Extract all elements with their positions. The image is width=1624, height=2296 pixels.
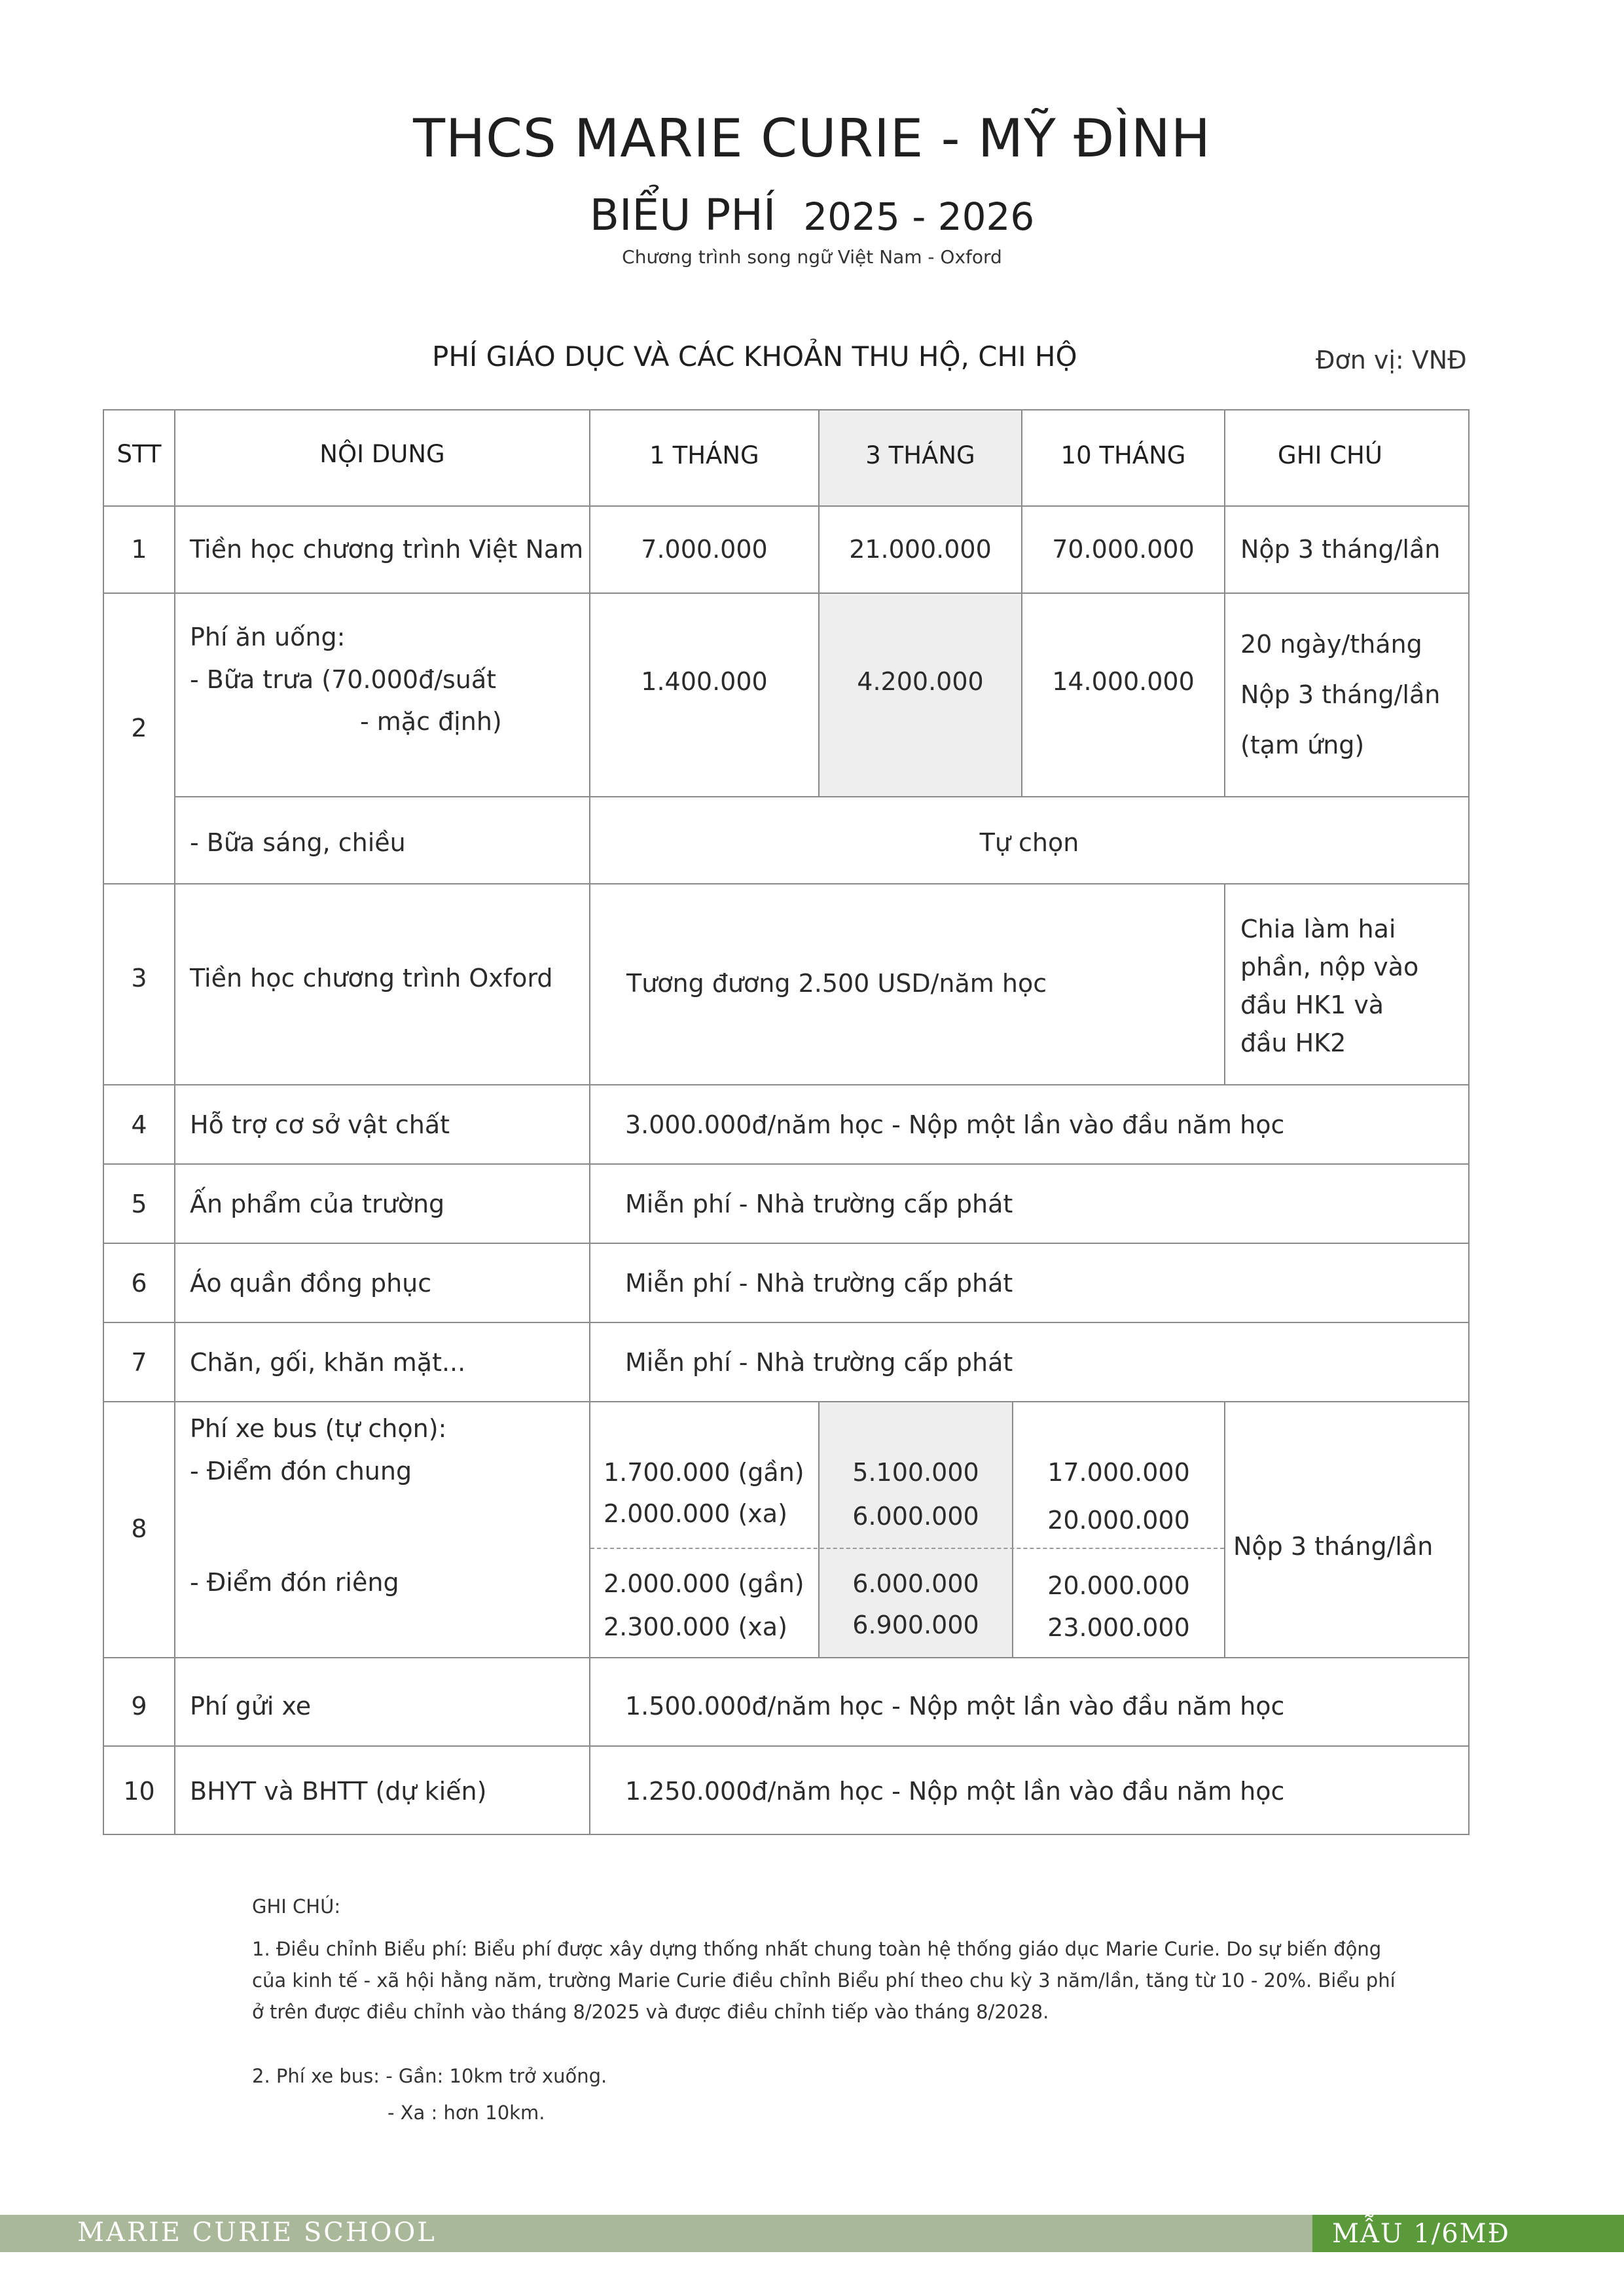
row-stt: 10 — [123, 1777, 155, 1806]
currency-unit: Đơn vị: VNĐ — [1316, 346, 1467, 374]
row-stt: 5 — [131, 1190, 147, 1218]
school-title: THCS MARIE CURIE - MỸ ĐÌNH — [413, 108, 1211, 169]
row-note: 20 ngày/tháng — [1240, 630, 1422, 659]
bus-shared-10-month-far: 20.000.000 — [1047, 1506, 1190, 1535]
row-note: Chia làm hai — [1240, 915, 1396, 943]
row-note: (tạm ứng) — [1240, 731, 1365, 759]
row-content: BHYT và BHTT (dự kiến) — [190, 1777, 487, 1806]
row-stt: 1 — [131, 535, 147, 564]
note-line: - Xa : hơn 10km. — [388, 2102, 545, 2124]
fee-3-month: 4.200.000 — [857, 667, 984, 696]
fee-10-month: 70.000.000 — [1052, 535, 1195, 564]
row-note: Nộp 3 tháng/lần — [1240, 535, 1441, 564]
row-value: Miễn phí - Nhà trường cấp phát — [625, 1348, 1013, 1377]
row-stt: 3 — [131, 964, 147, 993]
bus-row-separator — [590, 1548, 1224, 1549]
row-content: Hỗ trợ cơ sở vật chất — [190, 1110, 450, 1139]
fee-1-month: 1.400.000 — [641, 667, 768, 696]
program-name: Chương trình song ngữ Việt Nam - Oxford — [622, 246, 1002, 268]
footer-form-code — [1312, 2215, 1624, 2252]
row-value: Tự chọn — [979, 828, 1079, 857]
notes-heading: GHI CHÚ: — [252, 1895, 341, 1918]
row-stt: 7 — [131, 1348, 147, 1377]
row-content: Phí ăn uống: — [190, 623, 346, 651]
row-content: - Điểm đón riêng — [190, 1568, 399, 1597]
row-content: - mặc định) — [360, 707, 502, 736]
note-line: 1. Điều chỉnh Biểu phí: Biểu phí được xây dựng thống nhất chung toàn hệ thống giáo dục Marie Curie. Do sự biến động — [252, 1938, 1382, 1960]
row-value: Tương đương 2.500 USD/năm học — [626, 969, 1047, 998]
header-note: GHI CHÚ — [1278, 441, 1382, 469]
section-title: PHÍ GIÁO DỤC VÀ CÁC KHOẢN THU HỘ, CHI HỘ — [432, 340, 1077, 373]
bus-private-1-month-near: 2.000.000 (gần) — [604, 1569, 804, 1598]
row-note: phần, nộp vào — [1240, 953, 1419, 981]
bus-private-3-month-near: 6.000.000 — [852, 1569, 979, 1598]
bus-shared-10-month-near: 17.000.000 — [1047, 1458, 1190, 1487]
fee-3-month: 21.000.000 — [849, 535, 992, 564]
header-stt: STT — [117, 440, 162, 468]
row-content: - Bữa sáng, chiều — [190, 828, 406, 857]
row-value: Miễn phí - Nhà trường cấp phát — [625, 1269, 1013, 1298]
fee-title — [0, 190, 1624, 240]
note-line: ở trên được điều chỉnh vào tháng 8/2025 và được điều chỉnh tiếp vào tháng 8/2028. — [252, 2001, 1049, 2023]
note-line: 2. Phí xe bus: - Gần: 10km trở xuống. — [252, 2065, 607, 2087]
bus-private-1-month-far: 2.300.000 (xa) — [604, 1613, 787, 1641]
row-content: - Bữa trưa (70.000đ/suất — [190, 665, 497, 694]
bus-private-10-month-near: 20.000.000 — [1047, 1571, 1190, 1600]
row-stt: 6 — [131, 1269, 147, 1298]
bus-shared-3-month-far: 6.000.000 — [852, 1502, 979, 1531]
header-1-month: 1 THÁNG — [649, 441, 759, 469]
row-value: Miễn phí - Nhà trường cấp phát — [625, 1190, 1013, 1218]
row-content: Tiền học chương trình Việt Nam — [190, 535, 584, 564]
row-note: Nộp 3 tháng/lần — [1233, 1532, 1434, 1561]
row-note: đầu HK2 — [1240, 1029, 1346, 1057]
form-code: MẪU 1/6MĐ — [1332, 2219, 1510, 2249]
footer-school-name: MARIE CURIE SCHOOL — [77, 2217, 437, 2248]
row-stt: 8 — [131, 1514, 147, 1543]
row-value: 1.500.000đ/năm học - Nộp một lần vào đầu năm học — [625, 1692, 1285, 1721]
bus-shared-1-month-far: 2.000.000 (xa) — [604, 1499, 787, 1528]
fee-1-month: 7.000.000 — [641, 535, 768, 564]
bus-shared-3-month-near: 5.100.000 — [852, 1458, 979, 1487]
row-stt: 4 — [131, 1110, 147, 1139]
row-note: Nộp 3 tháng/lần — [1240, 680, 1441, 709]
row-stt: 2 — [131, 714, 147, 742]
school-year: 2025 - 2026 — [803, 194, 1035, 239]
header-content: NỘI DUNG — [319, 440, 445, 468]
header-3-month: 3 THÁNG — [865, 441, 975, 469]
row-content: Áo quần đồng phục — [190, 1269, 432, 1298]
bus-shared-1-month-near: 1.700.000 (gần) — [604, 1458, 804, 1487]
row-value: 1.250.000đ/năm học - Nộp một lần vào đầu năm học — [625, 1777, 1285, 1806]
row-content: Tiền học chương trình Oxford — [190, 964, 553, 993]
row-stt: 9 — [131, 1692, 147, 1721]
row-value: 3.000.000đ/năm học - Nộp một lần vào đầu năm học — [625, 1110, 1285, 1139]
row-content: Ấn phẩm của trường — [190, 1190, 445, 1218]
bus-private-3-month-far: 6.900.000 — [852, 1611, 979, 1639]
header-10-month: 10 THÁNG — [1060, 441, 1186, 469]
row-note: đầu HK1 và — [1240, 991, 1384, 1019]
bus-private-10-month-far: 23.000.000 — [1047, 1613, 1190, 1642]
fee-10-month: 14.000.000 — [1052, 667, 1195, 696]
fee-label: BIỂU PHÍ — [589, 190, 776, 240]
row-content: - Điểm đón chung — [190, 1457, 412, 1485]
row-content: Phí xe bus (tự chọn): — [190, 1414, 447, 1443]
note-line: của kinh tế - xã hội hằng năm, trường Marie Curie điều chỉnh Biểu phí theo chu kỳ 3 năm/lần, tăng từ 10 - 20%. Biểu phí — [252, 1969, 1396, 1992]
row-content: Phí gửi xe — [190, 1692, 312, 1721]
row-content: Chăn, gối, khăn mặt... — [190, 1348, 466, 1377]
